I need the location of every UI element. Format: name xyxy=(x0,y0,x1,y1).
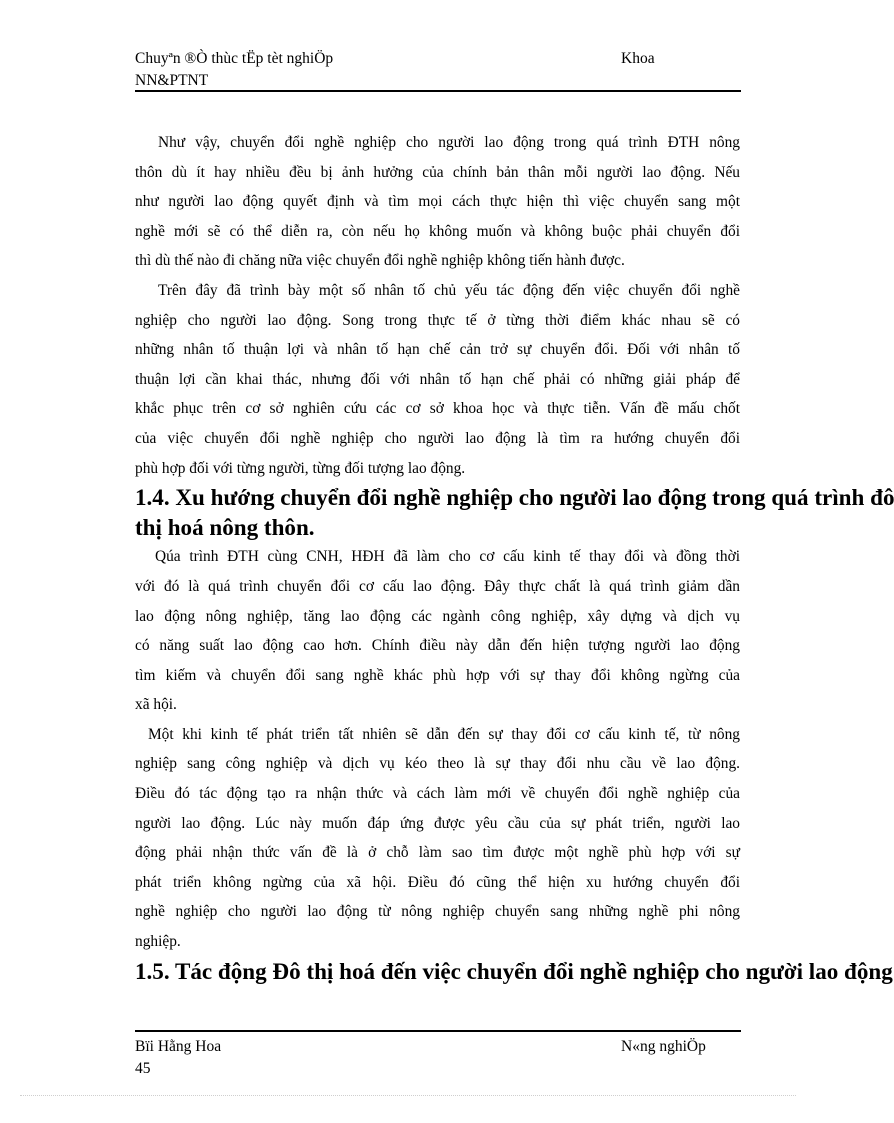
text-line: Một khi kinh tế phát triển tất nhiên sẽ dẫn đến sự thay đổi cơ cấu kinh tế, từ nông xyxy=(148,725,740,743)
text-line: Trên đây đã trình bày một số nhân tố chủ yếu tác động đến việc chuyển đổi nghề xyxy=(158,281,740,299)
section-heading-1-4 xyxy=(135,483,894,542)
header-department-code: NN&PTNT xyxy=(135,72,209,89)
text-line: có năng suất lao động cao hơn. Chính điều này dẫn đến hiện tượng người lao động xyxy=(135,637,740,655)
text-line: những nhân tố thuận lợi và nhân tố hạn chế cản trở sự chuyển đổi. Đối với nhân tố xyxy=(135,341,740,359)
header-title: Chuyªn ®Ò thùc tËp tèt nghiÖp xyxy=(135,50,334,67)
text-line: xã hội. xyxy=(135,696,177,714)
text-line: phù hợp đối với từng người, từng đối tượng lao động. xyxy=(135,459,466,477)
header-rule xyxy=(135,90,741,92)
text-line: thôn dù ít hay nhiều đều bị ảnh hưởng của chính bản thân mỗi người lao động. Nếu xyxy=(135,163,740,181)
text-line: với đó là quá trình chuyển đổi cơ cấu lao động. Đây thực chất là quá trình giảm dần xyxy=(135,577,740,595)
heading-line: thị hoá nông thôn. xyxy=(135,513,315,540)
text-line: nghề nghiệp cho người lao động từ nông nghiệp chuyển sang những nghề phi nông xyxy=(135,903,740,921)
page-header xyxy=(135,48,741,92)
text-line: khắc phục trên cơ sở nghiên cứu các cơ sở khoa học và thực tiễn. Vấn đề mấu chốt xyxy=(135,400,740,418)
section-heading-1-5 xyxy=(135,957,893,987)
document-body xyxy=(135,128,894,986)
text-line: thuận lợi cần khai thác, nhưng đối với nhân tố hạn chế phải có những giải pháp để xyxy=(135,370,740,388)
footer-rule xyxy=(135,1030,741,1032)
heading-line: 1.5. Tác động Đô thị hoá đến việc chuyển đổi nghề nghiệp cho người lao động xyxy=(135,957,893,984)
paragraph-2 xyxy=(135,276,740,483)
text-line: phát triển không ngừng của xã hội. Điều đó cũng thể hiện xu hướng chuyển đổi xyxy=(135,873,740,891)
page-number: 45 xyxy=(135,1060,151,1077)
page-footer xyxy=(135,1036,741,1080)
text-line: nghề mới sẽ có thể diễn ra, còn nếu họ không muốn và không buộc phải chuyển đổi xyxy=(135,222,740,240)
header-department: Khoa xyxy=(621,50,655,67)
text-line: của việc chuyển đổi nghề nghiệp cho người lao động là tìm ra hướng chuyển đổi xyxy=(135,429,740,447)
text-line: lao động nông nghiệp, tăng lao động các ngành công nghiệp, xây dựng và dịch vụ xyxy=(135,607,740,625)
paragraph-3 xyxy=(135,542,740,720)
text-line: động phải nhận thức vấn đề là ở chỗ làm sao tìm được một nghề phù hợp với sự xyxy=(135,844,740,862)
text-line: người lao động. Lúc này muốn đáp ứng được yêu cầu của sự phát triển, người lao xyxy=(135,814,740,832)
text-line: tìm kiếm và chuyển đổi sang nghề khác phù hợp với sự thay đổi không ngừng của xyxy=(135,666,740,684)
footer-author: Bïi Hằng Hoa xyxy=(135,1038,222,1055)
text-line: Như vậy, chuyển đổi nghề nghiệp cho người lao động trong quá trình ĐTH nông xyxy=(158,134,740,151)
heading-line: 1.4. Xu hướng chuyển đổi nghề nghiệp cho người lao động trong quá trình đô xyxy=(135,484,894,511)
text-line: Điều đó tác động tạo ra nhận thức và cách làm mới về chuyển đổi nghề nghiệp của xyxy=(135,785,740,803)
page-edge-divider xyxy=(20,1095,796,1096)
text-line: Qúa trình ĐTH cùng CNH, HĐH đã làm cho cơ cấu kinh tế thay đổi và đồng thời xyxy=(155,548,740,566)
text-line: nghiệp cho người lao động. Song trong thực tế ở từng thời điểm khác nhau sẽ có xyxy=(135,311,740,329)
paragraph-4 xyxy=(135,720,740,957)
footer-field: N«ng nghiÖp xyxy=(621,1038,706,1055)
text-line: nghiệp sang công nghiệp và dịch vụ kéo theo là sự thay đổi nhu cầu về lao động. xyxy=(135,755,740,773)
text-line: như người lao động quyết định và tìm mọi cách thực hiện thì việc chuyển sang một xyxy=(135,193,740,211)
text-line: thì dù thế nào đi chăng nữa việc chuyển đổi nghề nghiệp không tiến hành được. xyxy=(135,252,625,270)
text-line: nghiệp. xyxy=(135,933,181,951)
paragraph-1 xyxy=(135,128,740,276)
